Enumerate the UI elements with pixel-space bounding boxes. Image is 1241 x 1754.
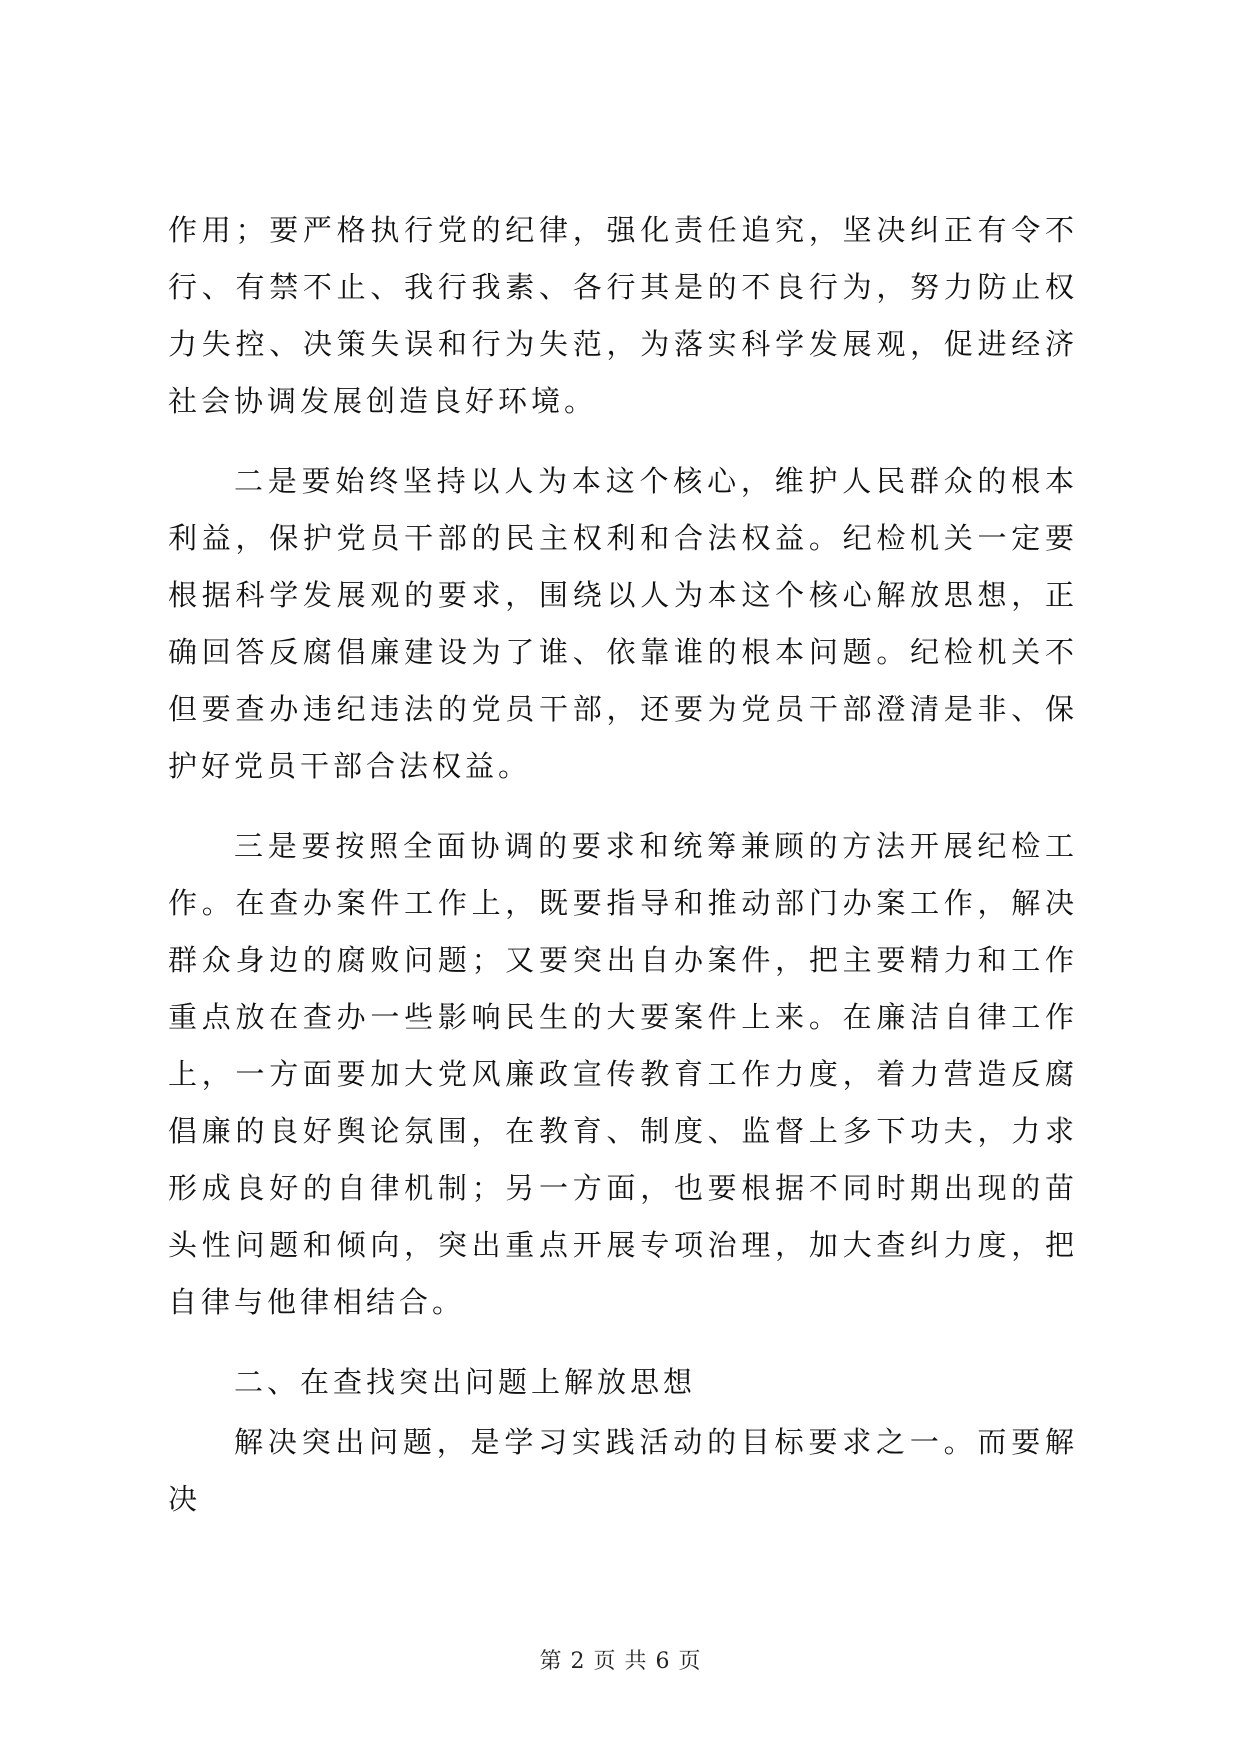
paragraph-section-intro: 解决突出问题，是学习实践活动的目标要求之一。而要解决 <box>168 1425 1078 1516</box>
page-number-footer: 第 2 页 共 6 页 <box>539 1649 702 1674</box>
paragraph-point-three: 三是要按照全面协调的要求和统筹兼顾的方法开展纪检工作。在查办案件工作上，既要指导和推动部门办案工作，解决群众身边的腐败问题；又要突出自办案件，把主要精力和工作重点放在查办一些影响民生的大要案件上来。在廉洁自律工作上，一方面要加大党风廉政宣传教育工作力度，着力营造反腐倡廉的良好舆论氛围，在教育、制度、监督上多下功夫，力求形成良好的自律机制；另一方面，也要根据不同时期出现的苗头性问题和倾向，突出重点开展专项治理，加大查纠力度，把自律与他律相结合。 <box>168 829 1078 1319</box>
section-heading: 二、在查找突出问题上解放思想 <box>234 1365 697 1399</box>
paragraph-continuation: 作用；要严格执行党的纪律，强化责任追究，坚决纠正有令不行、有禁不止、我行我素、各行其是的不良行为，努力防止权力失控、决策失误和行为失范，为落实科学发展观，促进经济社会协调发展创造良好环境。 <box>168 213 1078 418</box>
body-text <box>168 202 1078 1528</box>
paragraph-point-two: 二是要始终坚持以人为本这个核心，维护人民群众的根本利益，保护党员干部的民主权利和合法权益。纪检机关一定要根据科学发展观的要求，围绕以人为本这个核心解放思想，正确回答反腐倡廉建设为了谁、依靠谁的根本问题。纪检机关不但要查办违纪违法的党员干部，还要为党员干部澄清是非、保护好党员干部合法权益。 <box>168 464 1078 783</box>
